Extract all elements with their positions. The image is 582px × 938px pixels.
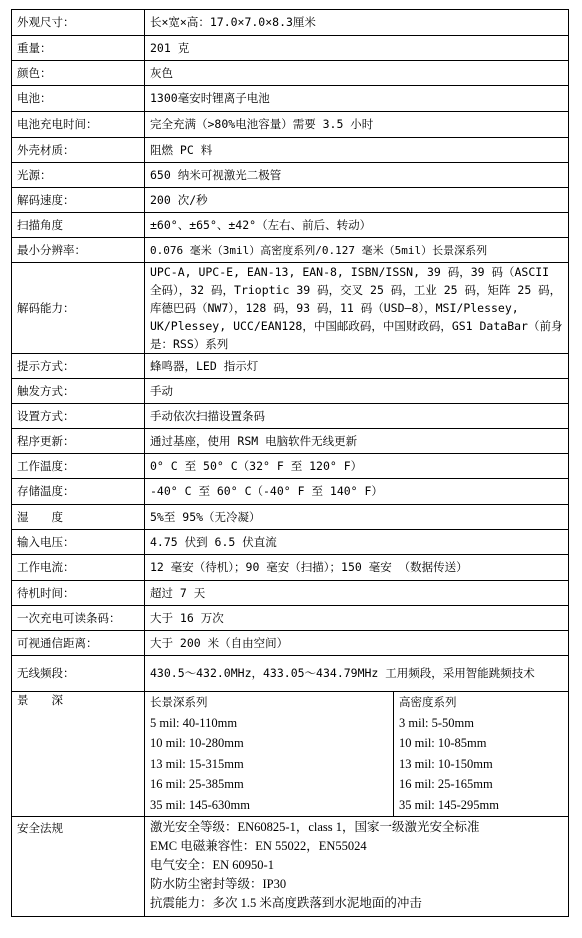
spec-label: 扫描角度 — [12, 213, 145, 238]
spec-row — [12, 379, 569, 404]
spec-value: 0° C 至 50° C（32° F 至 120° F） — [145, 454, 569, 479]
spec-value: 5%至 95%（无冷凝） — [145, 505, 569, 530]
spec-value: 4.75 伏到 6.5 伏直流 — [145, 530, 569, 555]
spec-label: 一次充电可读条码： — [12, 606, 145, 631]
spec-row — [12, 112, 569, 138]
spec-row — [12, 61, 569, 86]
depth-value-cell — [145, 692, 569, 817]
spec-label: 重量： — [12, 36, 145, 61]
spec-row — [12, 163, 569, 188]
safety-row — [12, 816, 569, 916]
depth-item: 16 mil: 25-165mm — [399, 777, 493, 792]
spec-label: 工作电流： — [12, 555, 145, 581]
depth-item: 10 mil: 10-85mm — [399, 736, 487, 751]
spec-row — [12, 263, 569, 354]
spec-label: 外观尺寸： — [12, 10, 145, 36]
depth-item: 35 mil: 145-630mm — [150, 797, 250, 812]
spec-label: 存储温度： — [12, 479, 145, 505]
spec-value: 大于 200 米（自由空间） — [145, 631, 569, 656]
depth-subtable — [145, 692, 568, 816]
depth-item: 5 mil: 40-110mm — [150, 715, 238, 730]
spec-label: 无线频段： — [12, 656, 145, 692]
spec-value: UPC-A, UPC-E, EAN-13, EAN-8, ISBN/ISSN, 39 码，39 码（ASCII 全码），32 码，Trioptic 39 码，交叉 25 码，工业 25 码，矩阵 25 码，库德巴码（NW7），128 码，93 码，11 码（USD—8），MSI/Plessey, UK/Plessey, UCC/EAN128，中国邮政码，中国财政码，GS1 DataBar（前身是：RSS）系列 — [145, 263, 569, 354]
spec-label: 湿 度 — [12, 505, 145, 530]
spec-row — [12, 555, 569, 581]
safety-line: 电气安全：EN 60950-1 — [150, 857, 274, 872]
spec-value: 阻燃 PC 料 — [145, 138, 569, 163]
depth-item: 35 mil: 145-295mm — [399, 797, 499, 812]
depth-item: 10 mil: 10-280mm — [150, 736, 244, 751]
spec-label: 工作温度： — [12, 454, 145, 479]
spec-row — [12, 479, 569, 505]
spec-row — [12, 10, 569, 36]
spec-value: -40° C 至 60° C（-40° F 至 140° F） — [145, 479, 569, 505]
spec-value: 超过 7 天 — [145, 581, 569, 606]
spec-row — [12, 138, 569, 163]
safety-value — [145, 816, 569, 916]
spec-row — [12, 188, 569, 213]
spec-value: 200 次/秒 — [145, 188, 569, 213]
spec-row — [12, 213, 569, 238]
spec-value: 12 毫安（待机）；90 毫安（扫描）；150 毫安 （数据传送） — [145, 555, 569, 581]
safety-line: 激光安全等级：EN60825-1，class 1，国家一级激光安全标准 — [150, 819, 480, 834]
spec-label: 解码速度： — [12, 188, 145, 213]
spec-label: 程序更新： — [12, 429, 145, 454]
spec-value: 0.076 毫米（3mil）高密度系列/0.127 毫米（5mil）长景深系列 — [145, 238, 569, 263]
safety-line: 防水防尘密封等级：IP30 — [150, 876, 287, 891]
spec-label: 提示方式： — [12, 354, 145, 379]
spec-value: 201 克 — [145, 36, 569, 61]
depth-item: 3 mil: 5-50mm — [399, 715, 474, 730]
spec-value: 灰色 — [145, 61, 569, 86]
depth-item: 13 mil: 10-150mm — [399, 756, 493, 771]
spec-value: ±60°、±65°、±42°（左右、前后、转动） — [145, 213, 569, 238]
spec-value: 650 纳米可视激光二极管 — [145, 163, 569, 188]
spec-label: 触发方式： — [12, 379, 145, 404]
spec-row — [12, 86, 569, 112]
spec-label: 可视通信距离： — [12, 631, 145, 656]
spec-label: 输入电压： — [12, 530, 145, 555]
depth-col-high — [394, 692, 569, 816]
spec-value: 长×宽×高：17.0×7.0×8.3厘米 — [145, 10, 569, 36]
spec-row — [12, 581, 569, 606]
spec-label: 待机时间： — [12, 581, 145, 606]
spec-row — [12, 656, 569, 692]
spec-label: 光源： — [12, 163, 145, 188]
spec-row — [12, 530, 569, 555]
spec-value: 完全充满（>80%电池容量）需要 3.5 小时 — [145, 112, 569, 138]
spec-value: 手动依次扫描设置条码 — [145, 404, 569, 429]
spec-row — [12, 404, 569, 429]
spec-label: 外壳材质： — [12, 138, 145, 163]
spec-row — [12, 36, 569, 61]
safety-line: 抗震能力：多次 1.5 米高度跌落到水泥地面的冲击 — [150, 895, 422, 910]
safety-label: 安全法规 — [12, 816, 145, 916]
spec-label: 电池： — [12, 86, 145, 112]
spec-value: 大于 16 万次 — [145, 606, 569, 631]
spec-row — [12, 606, 569, 631]
spec-rows — [12, 10, 569, 917]
spec-value: 通过基座，使用 RSM 电脑软件无线更新 — [145, 429, 569, 454]
depth-col-long — [145, 692, 394, 816]
spec-value: 1300毫安时锂离子电池 — [145, 86, 569, 112]
spec-value: 手动 — [145, 379, 569, 404]
spec-value: 430.5～432.0MHz，433.05～434.79MHz 工用频段，采用智能跳频技术 — [145, 656, 569, 692]
depth-col-header: 高密度系列 — [399, 695, 457, 709]
spec-label: 最小分辨率： — [12, 238, 145, 263]
depth-col-header: 长景深系列 — [150, 695, 208, 709]
spec-table — [11, 9, 569, 917]
spec-row — [12, 505, 569, 530]
depth-row — [12, 692, 569, 817]
spec-row — [12, 631, 569, 656]
spec-label: 电池充电时间： — [12, 112, 145, 138]
spec-label: 颜色： — [12, 61, 145, 86]
depth-item: 13 mil: 15-315mm — [150, 756, 244, 771]
depth-item: 16 mil: 25-385mm — [150, 777, 244, 792]
spec-row — [12, 354, 569, 379]
spec-row — [12, 454, 569, 479]
depth-label: 景 深 — [12, 692, 145, 817]
spec-label: 解码能力： — [12, 263, 145, 354]
spec-row — [12, 429, 569, 454]
spec-label: 设置方式： — [12, 404, 145, 429]
spec-row — [12, 238, 569, 263]
spec-value: 蜂鸣器，LED 指示灯 — [145, 354, 569, 379]
safety-line: EMC 电磁兼容性：EN 55022，EN55024 — [150, 838, 367, 853]
